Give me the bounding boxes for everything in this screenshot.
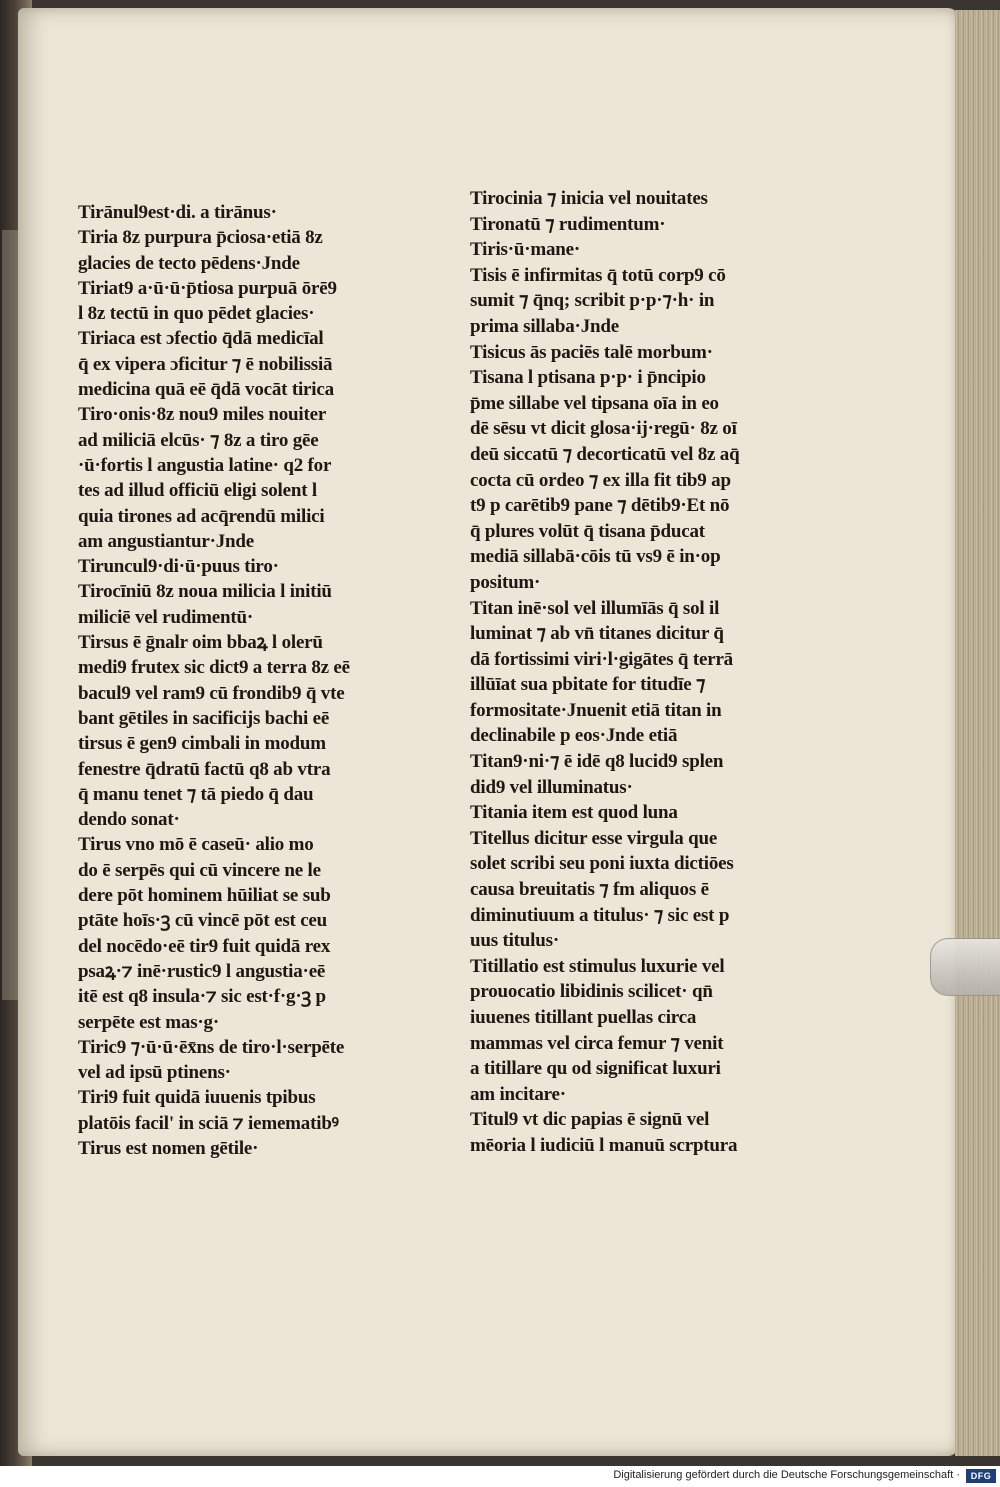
- text-line: itē est q8 insula·⁊ sic est·f·g·ꝫ p: [78, 986, 326, 1008]
- page-stack-edge: [955, 10, 1000, 1456]
- text-line: Tisana l ptisana p·p· i p̄ncipio: [470, 367, 706, 389]
- text-line: medicina quā eē q̄dā vocāt tirica: [78, 379, 334, 401]
- text-line: formositate·Jnuenit etiā titan in: [470, 699, 722, 721]
- text-line: Titania item est quod luna: [470, 802, 678, 824]
- text-line: luminat ⁊ ab vn̄ titanes dicitur q̄: [470, 623, 724, 645]
- text-line: am angustiantur·Jnde: [78, 530, 255, 552]
- text-line: fenestre q̄dratū factū q8 ab vtra: [78, 758, 331, 780]
- text-line: sumit ⁊ q̄nq; scribit p·p·⁊·h· in: [470, 290, 715, 312]
- text-line: del nocēdo·eē tir9 fuit quidā rex: [78, 935, 331, 957]
- text-line: Titul9 vt dic papias ē signū vel: [470, 1109, 710, 1131]
- text-line: tes ad illud officiū eligi solent l: [78, 480, 317, 502]
- text-line: Tisis ē infirmitas q̄ totū corp9 cō: [470, 264, 726, 286]
- text-line: medi9 frutex sic dict9 a terra 8z eē: [78, 657, 350, 679]
- text-line: illūīat sua pbitate for titudīe ⁊: [470, 674, 706, 696]
- text-line: Tiriat9 a·ū·ū·p̄tiosa purpuā ōrē9: [78, 277, 337, 299]
- text-line: Tiruncul9·di·ū·puus tiro·: [78, 556, 279, 578]
- text-line: did9 vel illuminatus·: [470, 776, 633, 798]
- text-line: dē sēsu vt dicit glosa·ij·regū· 8z oī: [470, 418, 737, 440]
- text-line: Titan9·ni·⁊ ē idē q8 lucid9 splen: [470, 751, 724, 773]
- text-line: p̄me sillabe vel tipsana oīa in eo: [470, 392, 719, 414]
- text-line: Tiria 8z purpura p̄ciosa·etiā 8z: [78, 227, 323, 249]
- text-line: mammas vel circa femur ⁊ venit: [470, 1032, 724, 1054]
- text-line: do ē serpēs qui cū vincere ne le: [78, 859, 321, 881]
- text-line: Tirus est nomen gētile·: [78, 1137, 259, 1159]
- text-line: Tirocīniū 8z noua milicia l initiū: [78, 581, 332, 603]
- text-line: platōis facil' in sciā ⁊ iemematibꝰ: [78, 1112, 339, 1134]
- text-line: Tirus vno mō ē caseū· alio mo: [78, 834, 314, 856]
- text-line: a titillare qu od significat luxuri: [470, 1058, 721, 1080]
- clip-marker: [930, 938, 1000, 996]
- text-line: Tirocinia ⁊ inicia vel nouitates: [470, 188, 708, 209]
- text-line: Tiris·ū·mane·: [470, 239, 581, 261]
- text-line: Titan inē·sol vel illumīās q̄ sol il: [470, 597, 720, 619]
- right-text-column: [470, 186, 830, 1159]
- text-line: iuuenes titillant puellas circa: [470, 1007, 697, 1028]
- text-line: dendo sonat·: [78, 809, 180, 831]
- left-text-column: [78, 200, 423, 1161]
- text-line: ·ū·fortis l angustia latine· q2 for: [78, 454, 332, 476]
- text-line: mēoria l iudiciū l manuū scrptura: [470, 1134, 738, 1156]
- text-line: glacies de tecto pēdens·Jnde: [78, 252, 300, 274]
- text-line: dā fortissimi viri·l·gigātes q̄ terrā: [470, 648, 733, 670]
- text-line: tirsus ē gen9 cimbali in modum: [78, 733, 326, 755]
- text-line: q̄ ex vipera ɔficitur ⁊ ē nobilissiā: [78, 353, 333, 375]
- text-line: Tiriaca est ɔfectio q̄dā medicīal: [78, 328, 324, 350]
- footer-credit: Digitalisierung gefördert durch die Deutsche Forschungsgemeinschaft ·: [613, 1469, 960, 1481]
- text-line: Titillatio est stimulus luxurie vel: [470, 955, 725, 977]
- text-line: psaꝝ·⁊ inē·rustic9 l angustia·eē: [78, 960, 326, 982]
- text-line: q̄ manu tenet ⁊ tā piedo q̄ dau: [78, 783, 314, 805]
- text-line: prima sillaba·Jnde: [470, 315, 619, 337]
- text-line: deū siccatū ⁊ decorticatū vel 8z aq̄: [470, 443, 740, 465]
- text-line: diminutiuum a titulus· ⁊ sic est p: [470, 904, 730, 926]
- text-line: q̄ plures volūt q̄ tisana p̄ducat: [470, 520, 705, 542]
- text-line: Tirānul9est·di. a tirānus·: [78, 202, 277, 223]
- text-line: am incitare·: [470, 1083, 566, 1105]
- text-line: Tiric9 ⁊·ū·ū·ēx̄ns de tiro·l·serpēte: [78, 1036, 345, 1058]
- text-line: t9 p carētib9 pane ⁊ dētib9·Et nō: [470, 495, 730, 517]
- text-line: quia tirones ad acq̄rendū milici: [78, 505, 325, 527]
- text-line: Tironatū ⁊ rudimentum·: [470, 213, 666, 235]
- text-line: bacul9 vel ram9 cū frondib9 q̄ vte: [78, 682, 345, 704]
- text-line: bant gētiles in sacificijs bachi eē: [78, 707, 330, 729]
- text-line: causa breuitatis ⁊ fm aliquos ē: [470, 879, 709, 901]
- text-line: miliciē vel rudimentū·: [78, 606, 254, 628]
- text-line: uus titulus·: [470, 930, 559, 952]
- text-line: dere pōt hominem hūiliat se sub: [78, 885, 331, 907]
- text-line: l 8z tectū in quo pēdet glacies·: [78, 303, 315, 325]
- text-line: serpēte est mas·g·: [78, 1011, 219, 1033]
- text-line: Tiri9 fuit quidā iuuenis tpibus: [78, 1087, 316, 1109]
- text-line: ad miliciā elcūs· ⁊ 8z a tiro gēe: [78, 429, 319, 451]
- text-line: solet scribi seu poni iuxta dictiōes: [470, 853, 734, 875]
- text-line: declinabile p eos·Jnde etiā: [470, 725, 678, 747]
- footer-bar: [0, 1466, 1000, 1487]
- text-line: mediā sillabā·cōis tū vs9 ē in·op: [470, 546, 721, 568]
- text-line: positum·: [470, 571, 541, 593]
- text-line: vel ad ipsū ptinens·: [78, 1062, 231, 1084]
- text-line: Tisicus ās paciēs talē morbum·: [470, 341, 713, 363]
- text-line: Tirsus ē ḡnalr oim bbaꝝ l olerū: [78, 632, 323, 654]
- text-line: Titellus dicitur esse virgula que: [470, 827, 718, 849]
- text-line: prouocatio libidinis scilicet· qn̄: [470, 981, 713, 1003]
- text-line: Tiro·onis·8z nou9 miles nouiter: [78, 404, 327, 426]
- text-line: cocta cū ordeo ⁊ ex illa fit tib9 ap: [470, 469, 731, 491]
- dfg-logo: DFG: [966, 1469, 996, 1483]
- text-line: ptāte hoīs·ꝫ cū vincē pōt est ceu: [78, 910, 328, 932]
